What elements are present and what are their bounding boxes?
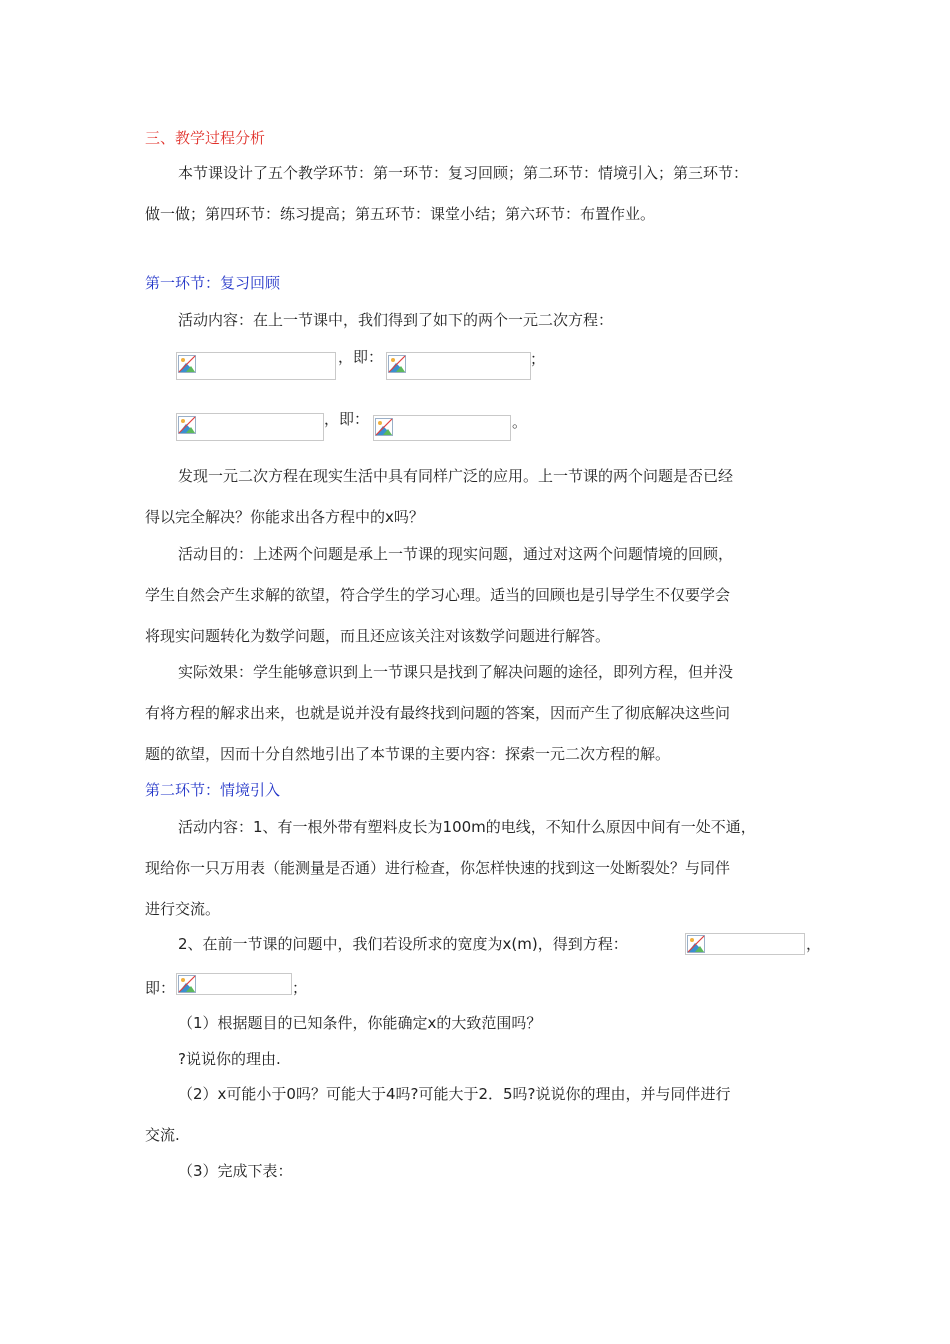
stage1-p3-line-2: 有将方程的解求出来，也就是说并没有最终找到问题的答案，因而产生了彻底解决这些问: [145, 704, 731, 722]
stage2-a1-line-3: 进行交流。: [145, 900, 221, 918]
stage2-a2-line-2-start: 即：: [145, 979, 176, 997]
stage1-p1-line-1: 发现一元二次方程在现实生活中具有同样广泛的应用。上一节课的两个问题是否已经: [178, 467, 734, 485]
eq-row2-end: 。: [512, 413, 528, 431]
equation-image-4: [373, 415, 511, 441]
equation-image-6: [176, 973, 292, 995]
eq-row1-end: ；: [530, 350, 546, 368]
equation-image-2: [386, 352, 531, 380]
section-title: 三、教学过程分析: [145, 129, 266, 147]
broken-image-icon: [178, 355, 196, 373]
stage2-q1: （1）根据题目的已知条件，你能确定x的大致范围吗？: [178, 1014, 542, 1032]
stage1-p2-line-3: 将现实问题转化为数学问题，而且还应该关注对该数学问题进行解答。: [145, 627, 611, 645]
stage2-q1b: ?说说你的理由.: [178, 1050, 281, 1068]
stage2-a2-line-1-end: ，: [806, 935, 822, 953]
stage2-a2-line-1: 2、在前一节课的问题中，我们若设所求的宽度为x(m)，得到方程：: [178, 935, 628, 953]
stage1-p1-line-2: 得以完全解决？你能求出各方程中的x吗？: [145, 508, 424, 526]
stage2-heading: 第二环节：情境引入: [145, 781, 281, 799]
intro-line-2: 做一做；第四环节：练习提高；第五环节：课堂小结；第六环节：布置作业。: [145, 205, 656, 223]
stage1-heading: 第一环节：复习回顾: [145, 274, 281, 292]
broken-image-icon: [388, 355, 406, 373]
stage2-a1-line-2: 现给你一只万用表（能测量是否通）进行检查，你怎样快速的找到这一处断裂处？与同伴: [145, 859, 731, 877]
broken-image-icon: [178, 975, 196, 993]
equation-image-5: [685, 933, 805, 955]
equation-image-3: [176, 413, 324, 441]
stage2-q2-line-1: （2）x可能小于0吗？可能大于4吗?可能大于2．5吗?说说你的理由，并与同伴进行: [178, 1085, 731, 1103]
stage2-q2-line-2: 交流.: [145, 1126, 180, 1144]
intro-line-1: 本节课设计了五个教学环节：第一环节：复习回顾；第二环节：情境引入；第三环节：: [178, 164, 749, 182]
stage2-a1-line-1: 活动内容：1、有一根外带有塑料皮长为100m的电线，不知什么原因中间有一处不通，: [178, 818, 756, 836]
eq-row1-sep: ，即：: [338, 348, 384, 366]
stage1-activity: 活动内容：在上一节课中，我们得到了如下的两个一元二次方程：: [178, 311, 614, 329]
stage1-p2-line-1: 活动目的：上述两个问题是承上一节课的现实问题，通过对这两个问题情境的回顾，: [178, 545, 734, 563]
stage1-p2-line-2: 学生自然会产生求解的欲望，符合学生的学习心理。适当的回顾也是引导学生不仅要学会: [145, 586, 731, 604]
stage2-a2-line-2-end: ；: [292, 979, 308, 997]
broken-image-icon: [375, 418, 393, 436]
broken-image-icon: [178, 416, 196, 434]
stage1-p3-line-1: 实际效果：学生能够意识到上一节课只是找到了解决问题的途径，即列方程，但并没: [178, 663, 734, 681]
broken-image-icon: [687, 935, 705, 953]
stage2-q3: （3）完成下表：: [178, 1162, 293, 1180]
stage1-p3-line-3: 题的欲望，因而十分自然地引出了本节课的主要内容：探索一元二次方程的解。: [145, 745, 671, 763]
equation-image-1: [176, 352, 336, 380]
eq-row2-sep: ，即：: [324, 410, 370, 428]
